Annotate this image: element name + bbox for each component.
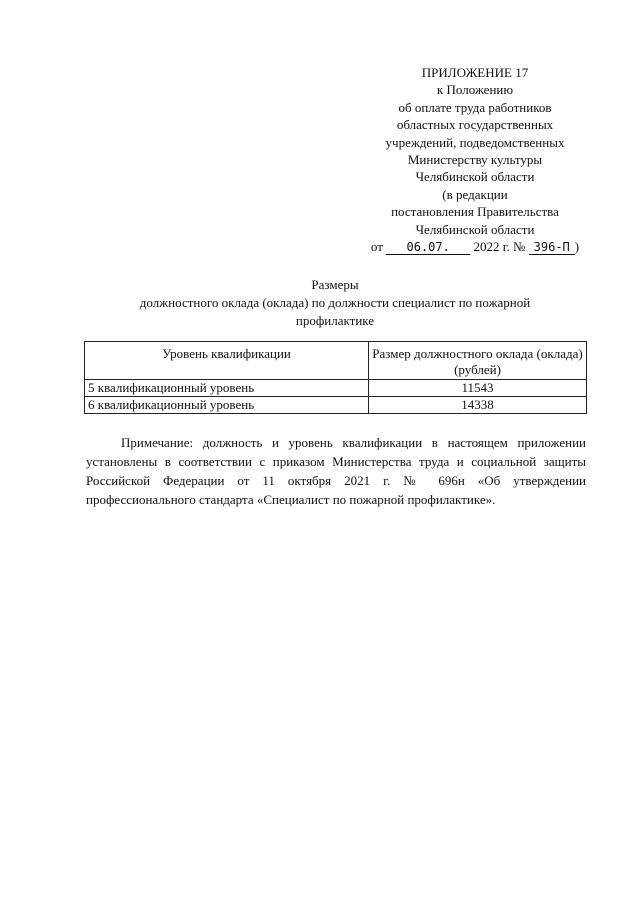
- title-line-1: Размеры: [311, 277, 359, 292]
- qualification-level-cell: 5 квалификационный уровень: [85, 380, 369, 397]
- header-line: (в редакции: [442, 186, 508, 202]
- header-line: постановления Правительства: [391, 204, 559, 220]
- header-line: Министерству культуры: [407, 152, 543, 168]
- close-paren: ): [574, 239, 580, 255]
- appendix-header: [356, 64, 594, 255]
- column-header-level: Уровень квалификации: [85, 342, 369, 380]
- column-header-amount: Размер должностного оклада (оклада) (рублей): [369, 342, 587, 380]
- header-line: об оплате труда работников: [398, 99, 552, 115]
- date-prefix: от: [370, 239, 383, 255]
- resolution-number: 396-П: [529, 240, 575, 255]
- salary-table: [84, 341, 587, 414]
- table-row: [85, 397, 587, 414]
- table-row: [85, 380, 587, 397]
- header-line: к Положению: [436, 82, 514, 98]
- table-header-row: [85, 342, 587, 380]
- title-line-3: профилактике: [295, 313, 375, 328]
- title-line-2: должностного оклада (оклада) по должности специалист по пожарной: [139, 295, 531, 310]
- date-suffix: 2022 г. №: [473, 239, 526, 255]
- salary-amount-cell: 11543: [369, 380, 587, 397]
- header-line: областных государственных: [396, 117, 554, 133]
- header-line: Челябинской области: [415, 169, 535, 185]
- note-text: Примечание: должность и уровень квалификации в настоящем приложении установлены в соответствии с приказом Министерства труда и социальной защиты Российской Федерации от 11 октября 2021 г. № 696н «Об утверждении профессионального стандарта «Специалист по пожарной профилактике».: [86, 435, 586, 507]
- header-line: учреждений, подведомственных: [385, 134, 565, 150]
- document-title: [90, 276, 580, 330]
- qualification-level-cell: 6 квалификационный уровень: [85, 397, 369, 414]
- appendix-title: ПРИЛОЖЕНИЕ 17: [421, 65, 529, 80]
- resolution-date-line: [356, 238, 594, 255]
- salary-amount-cell: 14338: [369, 397, 587, 414]
- resolution-date: 06.07.: [386, 240, 470, 255]
- header-line: Челябинской области: [415, 221, 535, 237]
- note-paragraph: [86, 433, 586, 509]
